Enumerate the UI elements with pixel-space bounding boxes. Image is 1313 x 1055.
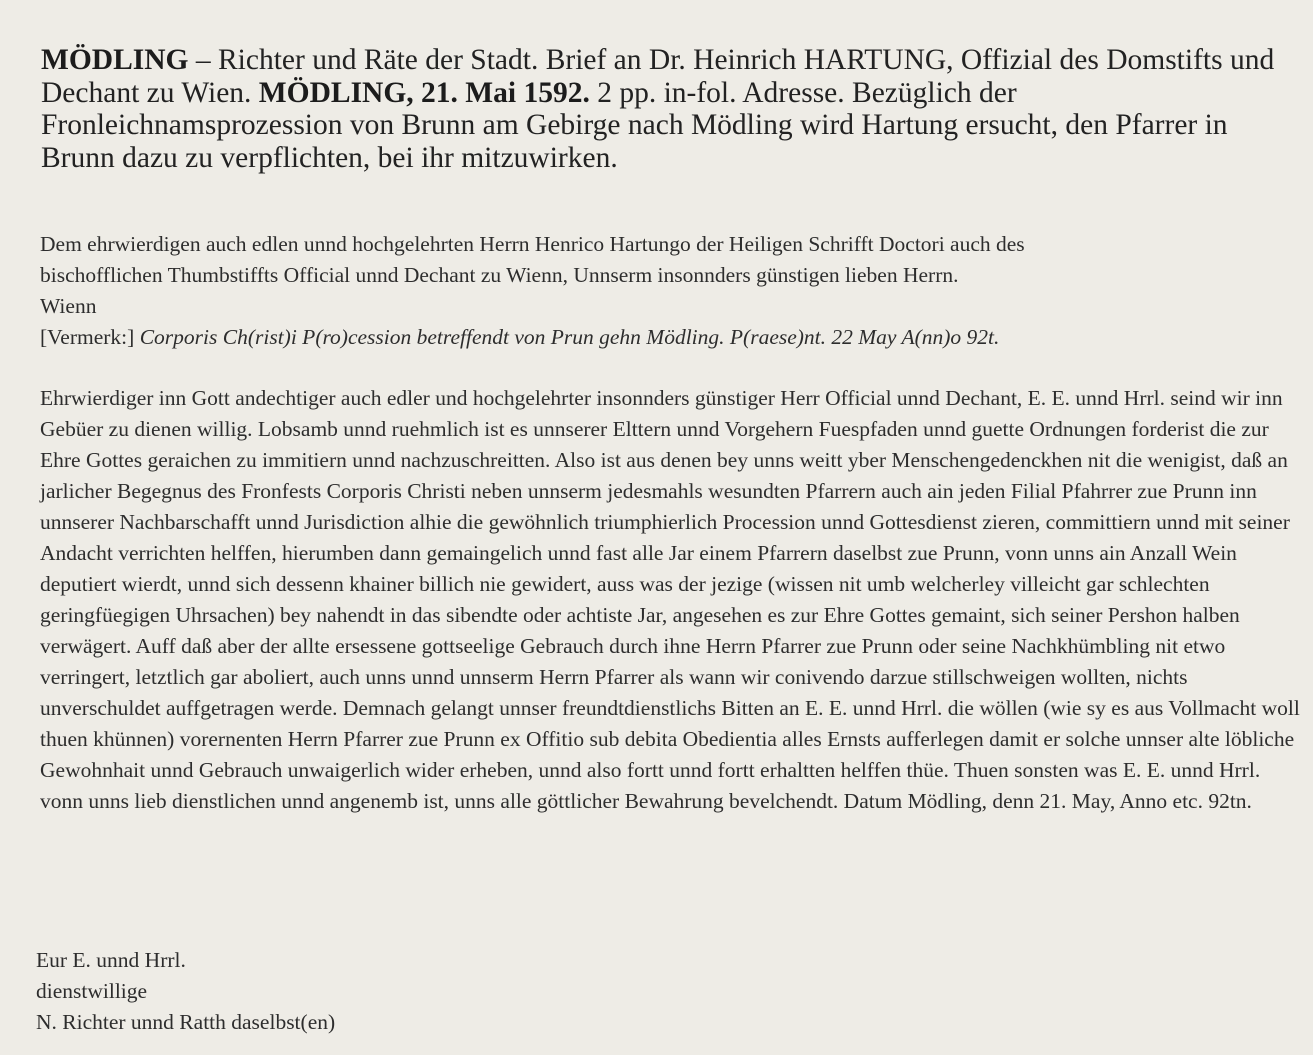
- address-line-1: Dem ehrwierdigen auch edlen unnd hochgelehrten Herrn Henrico Hartungo der Heiligen Schrifft Doctori auch des: [40, 232, 1025, 256]
- letter-closing: [36, 945, 335, 1038]
- letter-body-text: Ehrwierdiger inn Gott andechtiger auch edler und hochgelehrter insonnders günstiger Herr Official unnd Dechant, E. E. unnd Hrrl. seind wir inn Gebüer zu dienen willig. Lobsamb unnd ruehmlich ist es unnserer Elttern unnd Vorgehern Fuespfaden unnd guette Ordnungen forderist die zur Ehre Gottes geraichen zu immitiern unnd nachzuschreitten. Also ist aus denen bey unns weitt yber Menschengedenckhen nit die wenigist, daß an jarlicher Begegnus des Fronfests Corporis Christi neben unnserm jedesmahls wesundten Pfarrern auch ain jeden Filial Pfahrrer zue Prunn inn unnserer Nachbarschafft unnd Jurisdiction alhie die gewöhnlich triumphierlich Procession unnd Gottesdienst zieren, committiern unnd mit seiner Andacht verrichten helffen, hierumben dann gemaingelich unnd fast alle Jar einem Pfarrern daselbst zue Prunn, vonn unns ain Anzall Wein deputiert wierdt, unnd sich dessenn khainer billich nie gewidert, auss was der jezige (wissen nit umb welcherley villeicht gar schlechten geringfüegigen Uhrsachen) bey nahendt in das sibendte oder achtiste Jar, angesehen es zur Ehre Gottes gemaint, sich seiner Pershon halben verwägert. Auff daß aber der allte ersessene gottseelige Gebrauch durch ihne Herrn Pfarrer zue Prunn oder seine Nachkhümbling nit etwo verringert, letztlich gar aboliert, auch unns unnd unnserm Herrn Pfarrer als wann wir conivendo darzue stillschweigen wollten, nichts unverschuldet auffgetragen werde. Demnach gelangt unnser freundtdienstlichs Bitten an E. E. unnd Hrrl. die wöllen (wie sy es aus Vollmacht woll thuen khünnen) vorernenten Herrn Pfarrer zue Prunn ex Offitio sub debita Obedientia alles Ernsts aufferlegen damit er solche unnser alte löbliche Gewohnhait unnd Gebrauch unwaigerlich wider erheben, unnd also fortt unnd fortt erhaltten helffen thüe. Thuen sonsten was E. E. unnd Hrrl. vonn unns lieb dienstlichen unnd angenemb ist, unns alle göttlicher Bewahrung bevelchendt. Datum Mödling, denn 21. May, Anno etc. 92tn.: [40, 386, 1300, 813]
- heading-description: – Richter und Räte der Stadt. Brief an Dr. Heinrich HARTUNG, Offizial des Domstifts und Dechant zu Wien.: [41, 44, 1275, 109]
- letter-address: [40, 229, 1308, 353]
- letter-body: [40, 383, 1308, 817]
- closing-line-1: Eur E. unnd Hrrl.: [36, 948, 186, 972]
- note-text: Corporis Ch(rist)i P(ro)cession betreffendt von Prun gehn Mödling. P(raese)nt. 22 May A(nn)o 92t.: [139, 325, 1000, 349]
- heading-details: 2 pp. in-fol. Adresse. Bezüglich der Fronleichnamsprozession von Brunn am Gebirge nach Mödling wird Hartung ersucht, den Pfarrer in Brunn dazu zu verpflichten, bei ihr mitzuwirken.: [41, 76, 1228, 174]
- address-line-3: Wienn: [40, 294, 97, 318]
- closing-line-2: dienstwillige: [36, 979, 148, 1003]
- catalog-entry-heading: [41, 44, 1291, 174]
- heading-place: MÖDLING: [41, 44, 189, 76]
- address-line-2: bischofflichen Thumbstiffts Official unnd Dechant zu Wienn, Unnserm insonnders günstigen lieben Herrn.: [40, 263, 959, 287]
- note-label: [Vermerk:]: [40, 325, 135, 349]
- heading-place-date: MÖDLING, 21. Mai 1592.: [258, 76, 590, 109]
- receipt-note: [40, 322, 1308, 353]
- signature: N. Richter unnd Ratth daselbst(en): [36, 1010, 336, 1034]
